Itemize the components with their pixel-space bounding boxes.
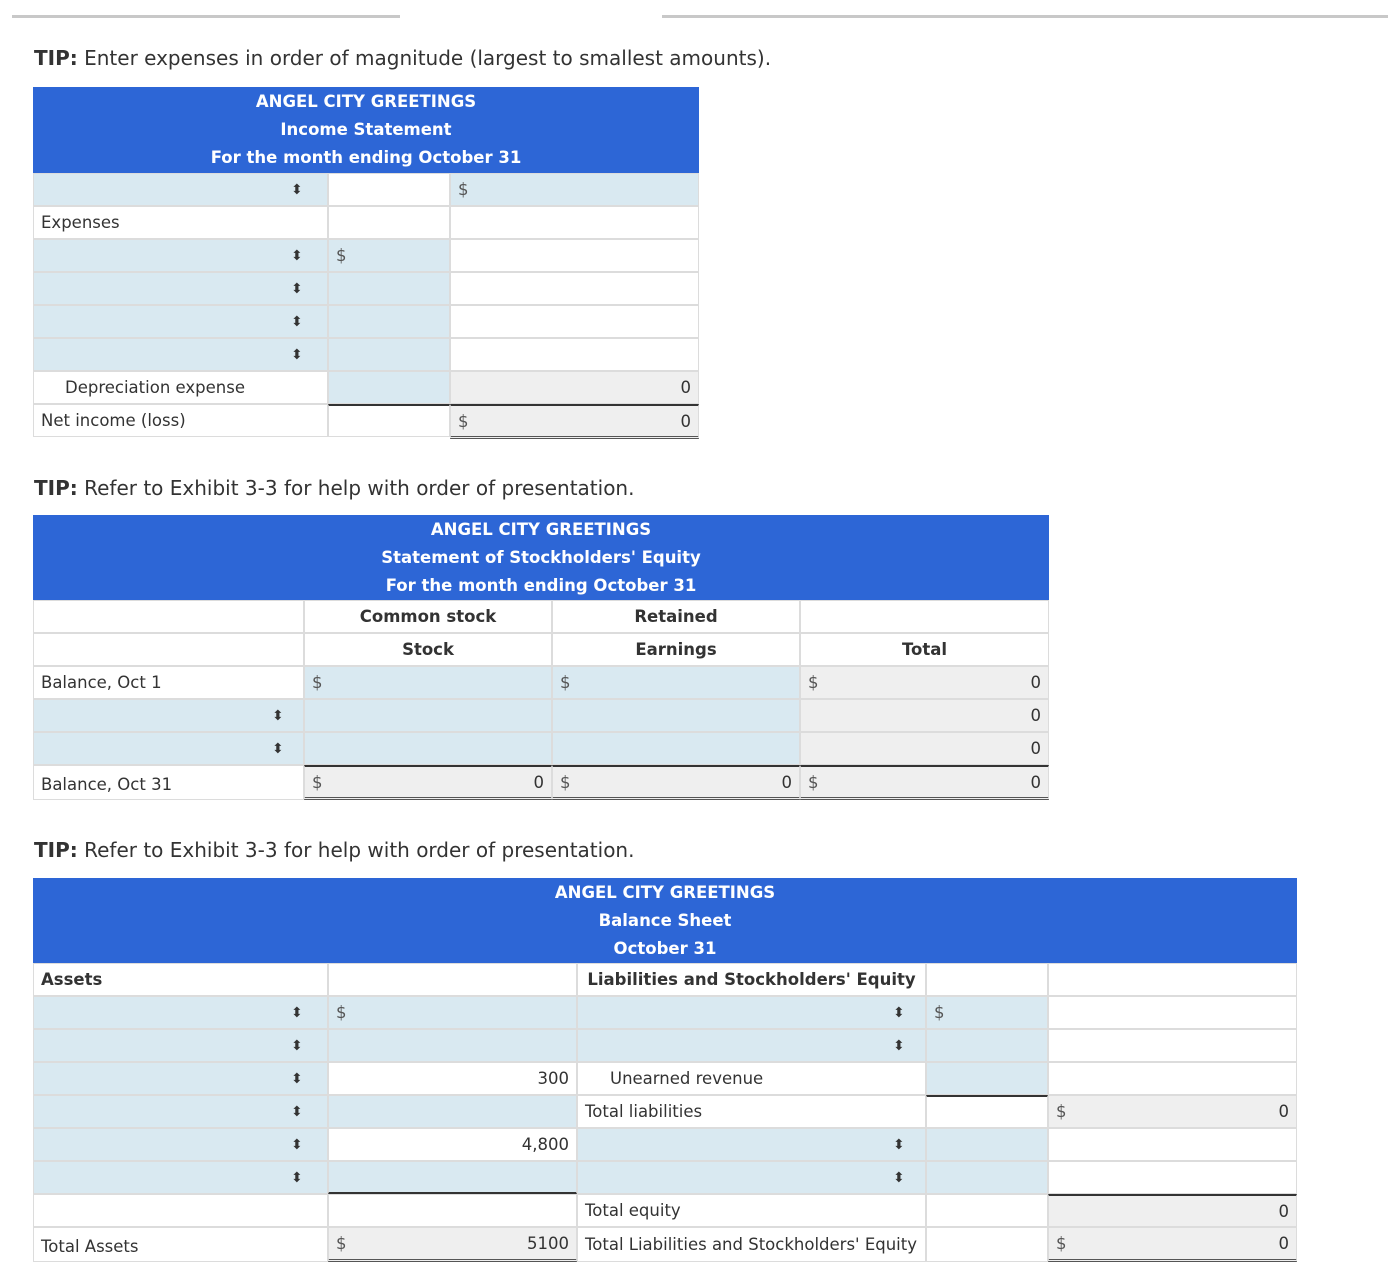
asset-select-4[interactable] [33,1095,328,1128]
updown-arrows-icon: ⬍ [291,1037,303,1054]
income-select-1[interactable] [33,173,328,206]
updown-arrows-icon: ⬍ [291,247,303,264]
expense-select-2[interactable] [33,272,328,305]
bs-company: ANGEL CITY GREETINGS [554,883,776,902]
liab-empty-3 [1048,1062,1297,1095]
balance-oct31-total: $ 0 [800,765,1049,800]
asset-input-2[interactable] [328,1029,577,1062]
liab-input-1[interactable]: $ [926,996,1048,1029]
eq-col2-line2: Earnings [552,633,800,666]
liab-select-4[interactable] [577,1161,926,1194]
expense-input-3[interactable] [328,305,450,338]
updown-arrows-icon: ⬍ [291,280,303,297]
updown-arrows-icon: ⬍ [893,1004,905,1021]
asset-input-4[interactable] [328,1095,577,1128]
equity-period: For the month ending October 31 [385,576,697,595]
liab-input-4[interactable] [926,1161,1048,1194]
top-divider-right [662,15,1388,18]
updown-arrows-icon: ⬍ [291,1169,303,1186]
expenses-empty-a [328,206,450,239]
balance-oct1-re-input[interactable]: $ [552,666,800,699]
balance-oct31-re: $ 0 [552,765,800,800]
depreciation-label: Depreciation expense [33,371,328,404]
unearned-revenue-input[interactable] [926,1062,1048,1095]
eq-col3-header: Total [800,633,1049,666]
income-title: Income Statement [280,120,452,139]
net-income-total: $ 0 [450,404,699,439]
liab-header: Liabilities and Stockholders' Equity [577,963,926,996]
expense-input-4[interactable] [328,338,450,371]
eq-row3-re-input[interactable] [552,732,800,765]
updown-arrows-icon: ⬍ [893,1037,905,1054]
updown-arrows-icon: ⬍ [291,181,303,198]
income-company: ANGEL CITY GREETINGS [255,92,477,111]
eq-colhead-blank-1 [33,600,304,633]
asset-input-1[interactable]: $ [328,996,577,1029]
eq-select-1[interactable] [33,699,304,732]
liab-empty-5 [1048,1161,1297,1194]
equity-title: Statement of Stockholders' Equity [381,548,701,567]
liab-select-3[interactable] [577,1128,926,1161]
updown-arrows-icon: ⬍ [291,346,303,363]
eq-col1-line1: Common stock [304,600,552,633]
balance-oct1-total: $ 0 [800,666,1049,699]
equity-company: ANGEL CITY GREETINGS [430,520,652,539]
asset-select-5[interactable] [33,1128,328,1161]
expense-input-1[interactable]: $ [328,239,450,272]
liab-header-blank-a [926,963,1048,996]
total-equity-value: 0 [1048,1194,1297,1227]
updown-arrows-icon: ⬍ [291,1136,303,1153]
eq-row3-total: 0 [800,732,1049,765]
total-equity-empty [926,1194,1048,1227]
updown-arrows-icon: ⬍ [291,1103,303,1120]
balance-oct1-label: Balance, Oct 1 [33,666,304,699]
total-le-value: $ 0 [1048,1227,1297,1262]
total-le-empty [926,1227,1048,1262]
eq-row2-re-input[interactable] [552,699,800,732]
expense-empty-3 [450,305,699,338]
eq-col2-line1: Retained [552,600,800,633]
liab-select-1[interactable] [577,996,926,1029]
liab-empty-1 [1048,996,1297,1029]
depreciation-input[interactable] [328,371,450,404]
expense-select-4[interactable] [33,338,328,371]
total-assets-label: Total Assets [33,1227,328,1262]
liab-input-3[interactable] [926,1128,1048,1161]
asset-value-5: 4,800 [328,1128,577,1161]
liab-select-2[interactable] [577,1029,926,1062]
income-input-1b[interactable]: $ [450,173,699,206]
updown-arrows-icon: ⬍ [893,1169,905,1186]
expense-empty-2 [450,272,699,305]
asset-select-2[interactable] [33,1029,328,1062]
expense-select-1[interactable] [33,239,328,272]
equity-header [33,515,1049,600]
asset-select-6[interactable] [33,1161,328,1194]
asset-input-6[interactable] [328,1161,577,1194]
expenses-label: Expenses [33,206,328,239]
updown-arrows-icon: ⬍ [291,1004,303,1021]
liab-empty-2 [1048,1029,1297,1062]
updown-arrows-icon: ⬍ [291,1070,303,1087]
eq-row2-total: 0 [800,699,1049,732]
assets-header-blank [328,963,577,996]
total-liabilities-label: Total liabilities [577,1095,926,1128]
tip-equity: TIP: Refer to Exhibit 3-3 for help with order of presentation. [34,476,635,500]
balance-oct31-stock: $ 0 [304,765,552,800]
expense-empty-4 [450,338,699,371]
updown-arrows-icon: ⬍ [272,707,284,724]
total-liabilities-value: $ 0 [1048,1095,1297,1128]
updown-arrows-icon: ⬍ [272,740,284,757]
bs-date: October 31 [613,939,717,958]
equity-statement [33,515,1049,803]
income-input-1a[interactable] [328,173,450,206]
income-statement [33,87,699,439]
total-le-label: Total Liabilities and Stockholders' Equity [577,1227,926,1262]
asset-select-3[interactable] [33,1062,328,1095]
bs-title: Balance Sheet [598,911,732,930]
expense-empty-1 [450,239,699,272]
net-income-label: Net income (loss) [33,404,328,437]
expense-input-2[interactable] [328,272,450,305]
liab-input-2[interactable] [926,1029,1048,1062]
eq-colhead-blank-2 [33,633,304,666]
bs-blank-7b [328,1194,577,1227]
bs-header [33,878,1297,963]
income-period: For the month ending October 31 [210,148,522,167]
total-assets-value: $ 5100 [328,1227,577,1262]
liab-header-blank-b [1048,963,1297,996]
liab-empty-4 [1048,1128,1297,1161]
eq-col3-line1 [800,600,1049,633]
tip-balance: TIP: Refer to Exhibit 3-3 for help with order of presentation. [34,838,635,862]
tip-income: TIP: Enter expenses in order of magnitude (largest to smallest amounts). [34,46,772,70]
balance-sheet [33,878,1297,1264]
top-divider-left [12,15,400,18]
updown-arrows-icon: ⬍ [893,1136,905,1153]
bs-blank-7a [33,1194,328,1227]
balance-oct1-stock-input[interactable]: $ [304,666,552,699]
eq-row2-stock-input[interactable] [304,699,552,732]
assets-header: Assets [33,963,328,996]
eq-select-2[interactable] [33,732,304,765]
top-divider [0,15,1388,18]
expense-select-3[interactable] [33,305,328,338]
balance-oct31-label: Balance, Oct 31 [33,765,304,800]
total-liabilities-empty [926,1095,1048,1128]
total-equity-label: Total equity [577,1194,926,1227]
asset-value-3: 300 [328,1062,577,1095]
eq-col1-line2: Stock [304,633,552,666]
expenses-empty-b [450,206,699,239]
updown-arrows-icon: ⬍ [291,313,303,330]
net-income-empty [328,404,450,437]
depreciation-total: 0 [450,371,699,404]
eq-row3-stock-input[interactable] [304,732,552,765]
unearned-revenue-label: Unearned revenue [577,1062,926,1095]
asset-select-1[interactable] [33,996,328,1029]
income-header [33,87,699,173]
